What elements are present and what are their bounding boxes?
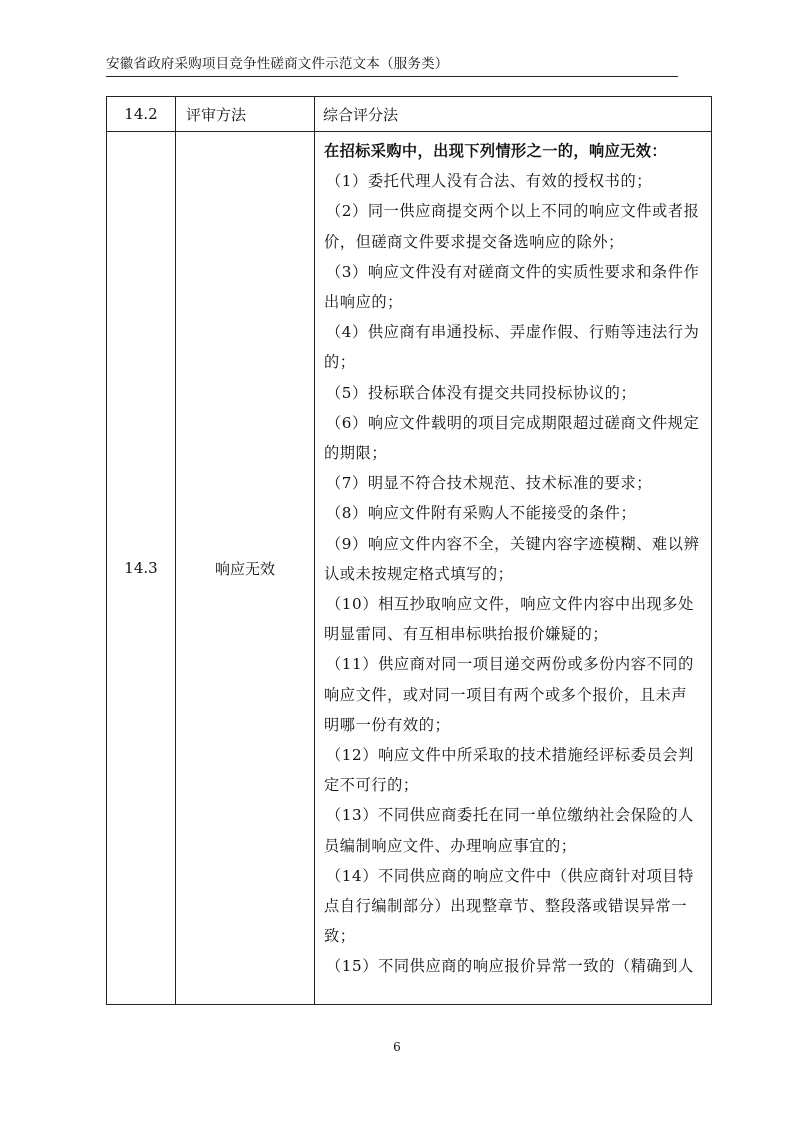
clause-content: 综合评分法 xyxy=(315,97,712,132)
document-header: 安徽省政府采购项目竞争性磋商文件示范文本（服务类） xyxy=(106,56,449,72)
content-line: （6）响应文件载明的项目完成期限超过磋商文件规定 xyxy=(326,413,700,432)
clause-number: 14.3 xyxy=(107,132,176,1005)
content-line: （11）供应商对同一项目递交两份或多份内容不同的 xyxy=(326,655,694,674)
content-line: 点自行编制部分）出现整章节、整段落或错误异常一 xyxy=(324,897,688,916)
content-line: （15）不同供应商的响应报价异常一致的（精确到人 xyxy=(326,957,694,976)
content-line: （12）响应文件中所采取的技术措施经评标委员会判 xyxy=(326,746,694,765)
clause-content xyxy=(315,132,712,1005)
content-line: 明显雷同、有互相串标哄抬报价嫌疑的； xyxy=(324,625,609,644)
content-line: （7）明显不符合技术规范、技术标准的要求； xyxy=(326,474,653,493)
header-divider xyxy=(106,76,678,77)
content-line: 响应文件，或对同一项目有两个或多个报价，且未声 xyxy=(324,685,688,704)
table-row-14-3 xyxy=(107,132,712,1005)
table-row-14-2 xyxy=(107,97,712,132)
content-line: （5）投标联合体没有提交共同投标协议的； xyxy=(326,383,637,402)
content-line: 明哪一份有效的； xyxy=(324,715,451,734)
content-line: （8）响应文件附有采购人不能接受的条件； xyxy=(326,504,637,523)
content-line: 的期限； xyxy=(324,444,388,463)
content-line: 员编制响应文件、办理响应事宜的； xyxy=(324,836,577,855)
content-line: 在招标采购中，出现下列情形之一的，响应无效： xyxy=(324,142,667,160)
content-line: 出响应的； xyxy=(324,293,403,312)
clause-item: 响应无效 xyxy=(176,132,315,1005)
content-line: （2）同一供应商提交两个以上不同的响应文件或者报 xyxy=(326,202,700,221)
content-line: （4）供应商有串通投标、弄虚作假、行贿等违法行为 xyxy=(326,323,700,342)
content-line: （14）不同供应商的响应文件中（供应商针对项目特 xyxy=(326,866,694,885)
content-line: （9）响应文件内容不全，关键内容字迹模糊、难以辨 xyxy=(326,534,700,553)
content-line: （1）委托代理人没有合法、有效的授权书的； xyxy=(326,172,653,191)
content-line: （3）响应文件没有对磋商文件的实质性要求和条件作 xyxy=(326,262,700,281)
content-line: 致； xyxy=(324,927,356,946)
content-line: （10）相互抄取响应文件，响应文件内容中出现多处 xyxy=(326,595,694,614)
content-line: 的； xyxy=(324,353,356,372)
content-line: （13）不同供应商委托在同一单位缴纳社会保险的人 xyxy=(326,806,694,825)
clause-number: 14.2 xyxy=(107,97,176,132)
content-line: 价，但磋商文件要求提交备选响应的除外； xyxy=(324,232,624,251)
spec-table xyxy=(106,96,712,1005)
content-line: 定不可行的； xyxy=(324,776,419,795)
content-line: 认或未按规定格式填写的； xyxy=(324,564,514,583)
page-number: 6 xyxy=(393,1040,401,1054)
clause-item: 评审方法 xyxy=(176,97,315,132)
